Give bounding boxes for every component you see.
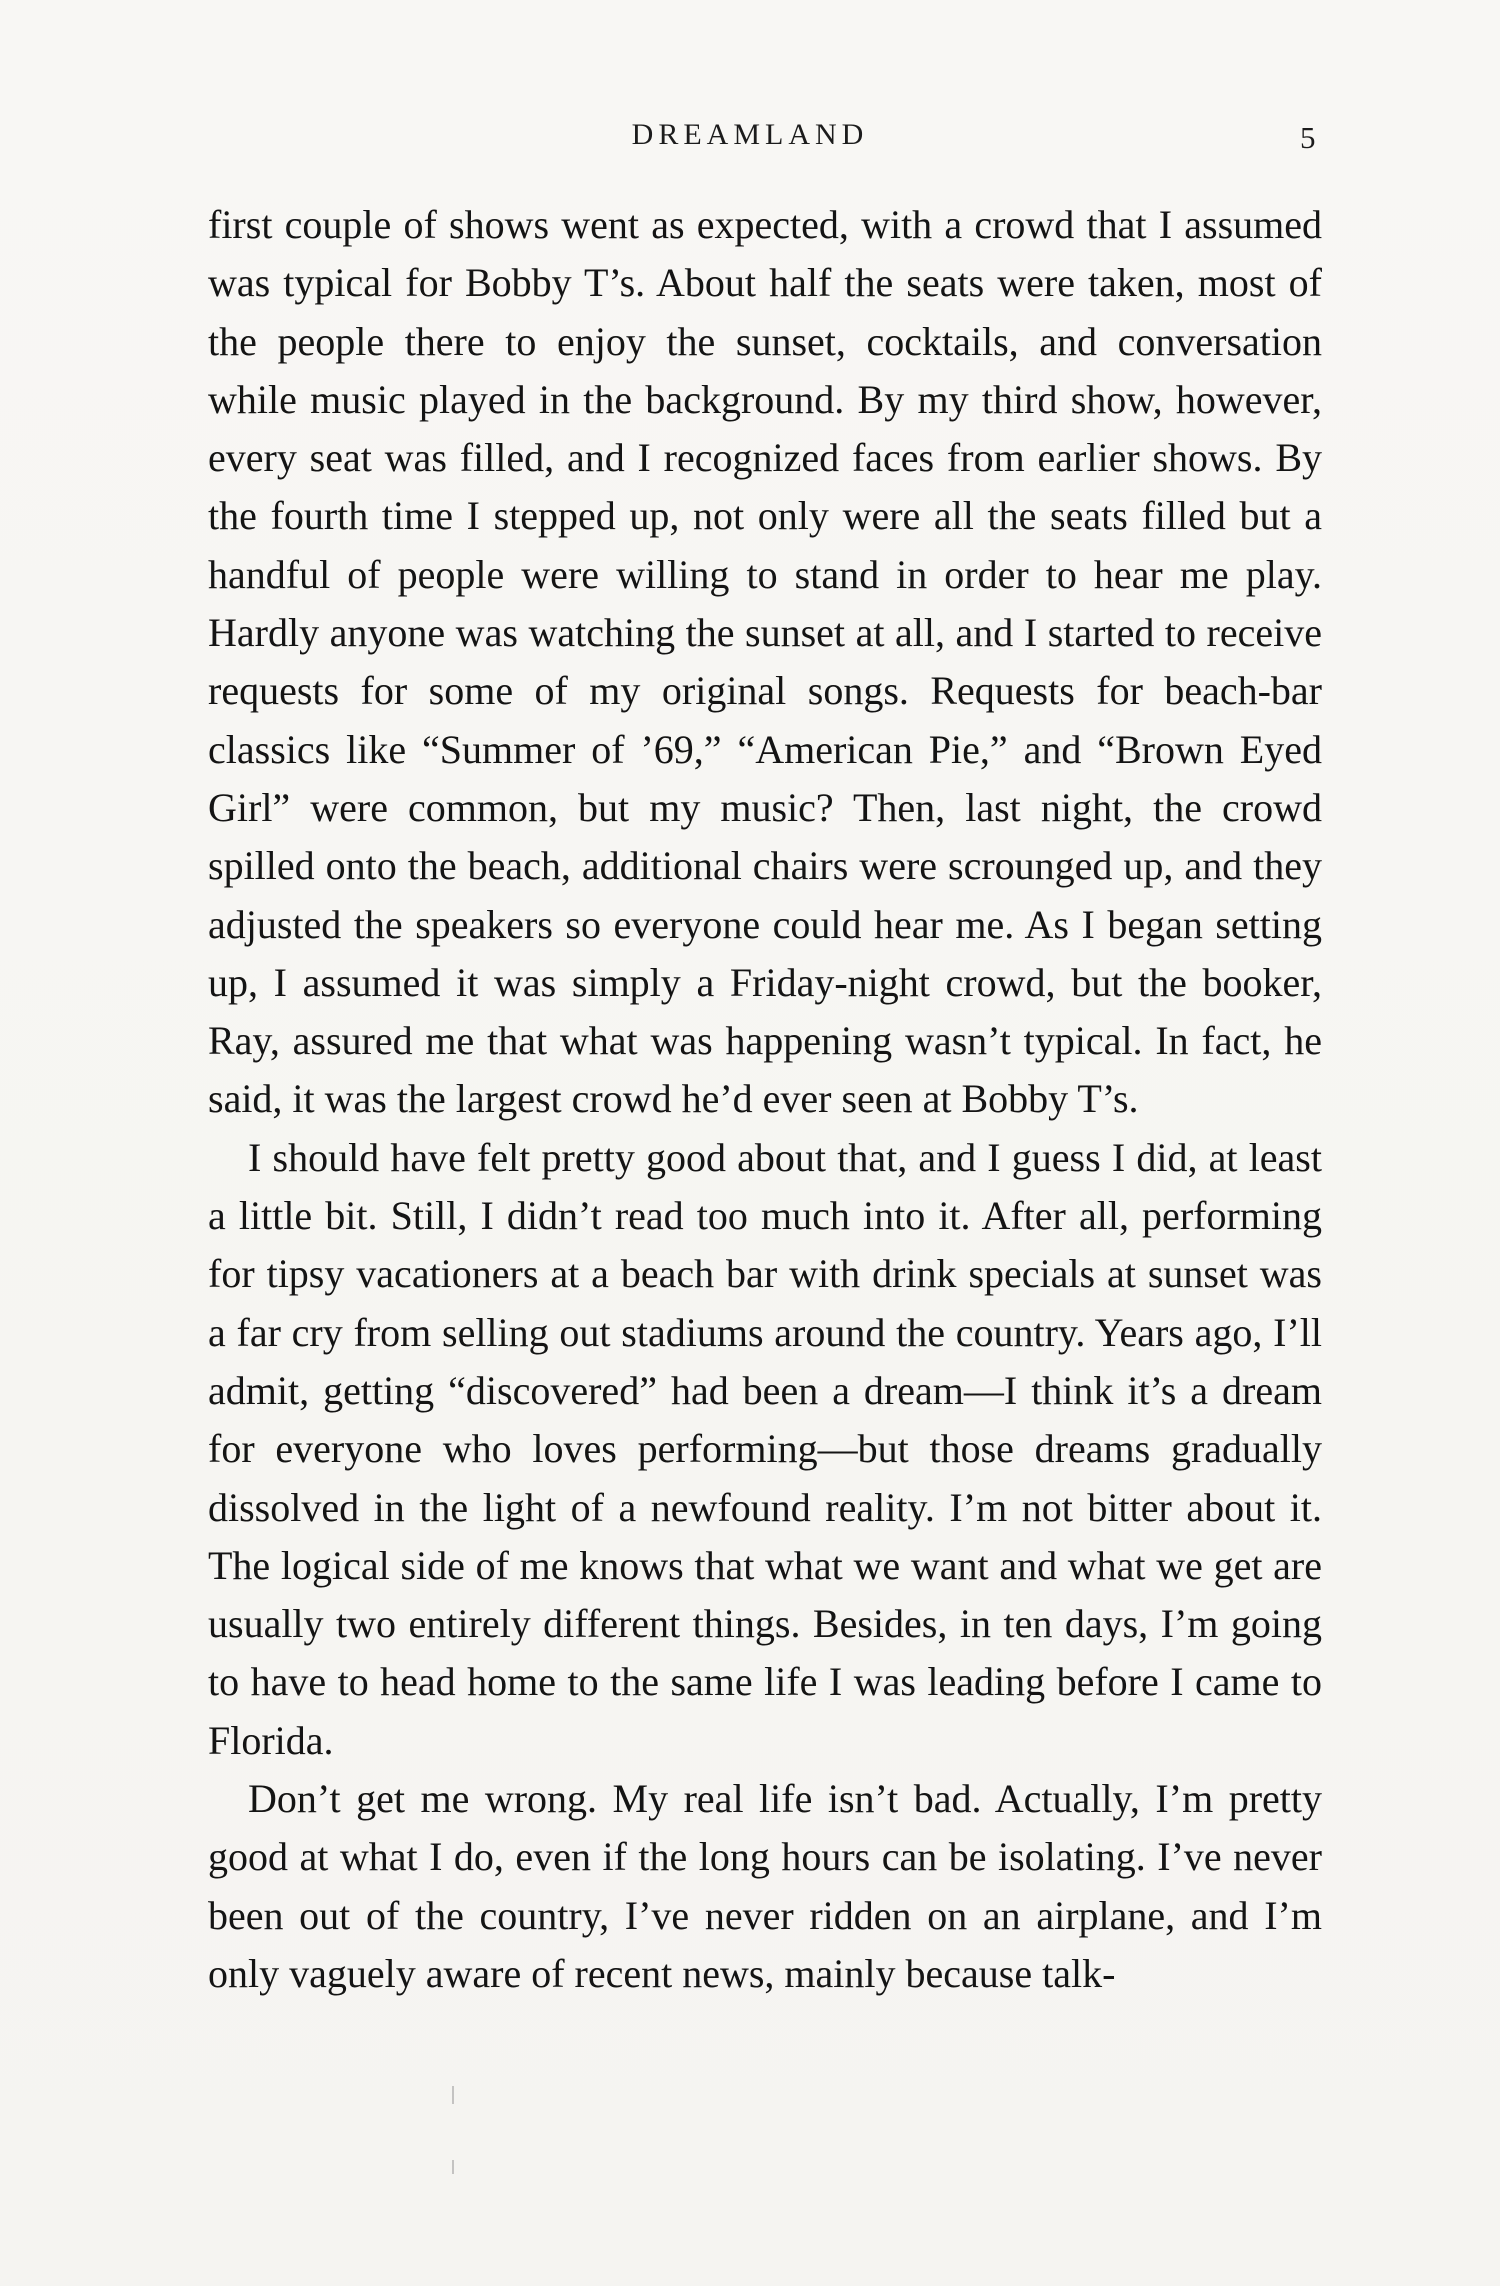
running-head-title: DREAMLAND (631, 118, 869, 151)
scan-speck (452, 2086, 454, 2104)
paragraph-3: Don’t get me wrong. My real life isn’t bad. Actually, I’m pretty good at what I do, even if the long hours can be isolating. I’ve never been out of the country, I’ve never ridden on an airplane, and I’m only vaguely aware of recent news, mainly because talk- (208, 1776, 1322, 1996)
paragraph-2: I should have felt pretty good about that, and I guess I did, at least a little bit. Still, I didn’t read too much into it. After all, performing for tipsy vacationers at a beach bar with drink specials at sunset was a far cry from selling out stadiums around the country. Years ago, I’ll admit, getting “discovered” had been a dream—I think it’s a dream for everyone who loves performing—but those dreams gradually dissolved in the light of a newfound reality. I’m not bitter about it. The logical side of me knows that what we want and what we get are usually two entirely different things. Besides, in ten days, I’m going to have to head home to the same life I was leading before I came to Florida. (208, 1134, 1322, 1763)
scan-speck (452, 2160, 454, 2174)
paragraph-1: first couple of shows went as expected, with a crowd that I assumed was typical for Bobby T’s. About half the seats were taken, most of the people there to enjoy the sunset, cocktails, and conversation while music played in the background. By my third show, however, every seat was filled, and I recognized faces from earlier shows. By the fourth time I stepped up, not only were all the seats filled but a handful of people were willing to stand in order to hear me play. Hardly anyone was watching the sunset at all, and I started to receive requests for some of my original songs. Requests for beach-bar classics like “Summer of ’69,” “American Pie,” and “Brown Eyed Girl” were common, but my music? Then, last night, the crowd spilled onto the beach, additional chairs were scrounged up, and they adjusted the speakers so everyone could hear me. As I began setting up, I assumed it was simply a Friday-night crowd, but the booker, Ray, assured me that what was happening wasn’t typical. In fact, he said, it was the largest crowd he’d ever seen at Bobby T’s. (208, 202, 1322, 1122)
page-number: 5 (1300, 120, 1316, 155)
body-text (208, 196, 1322, 2003)
